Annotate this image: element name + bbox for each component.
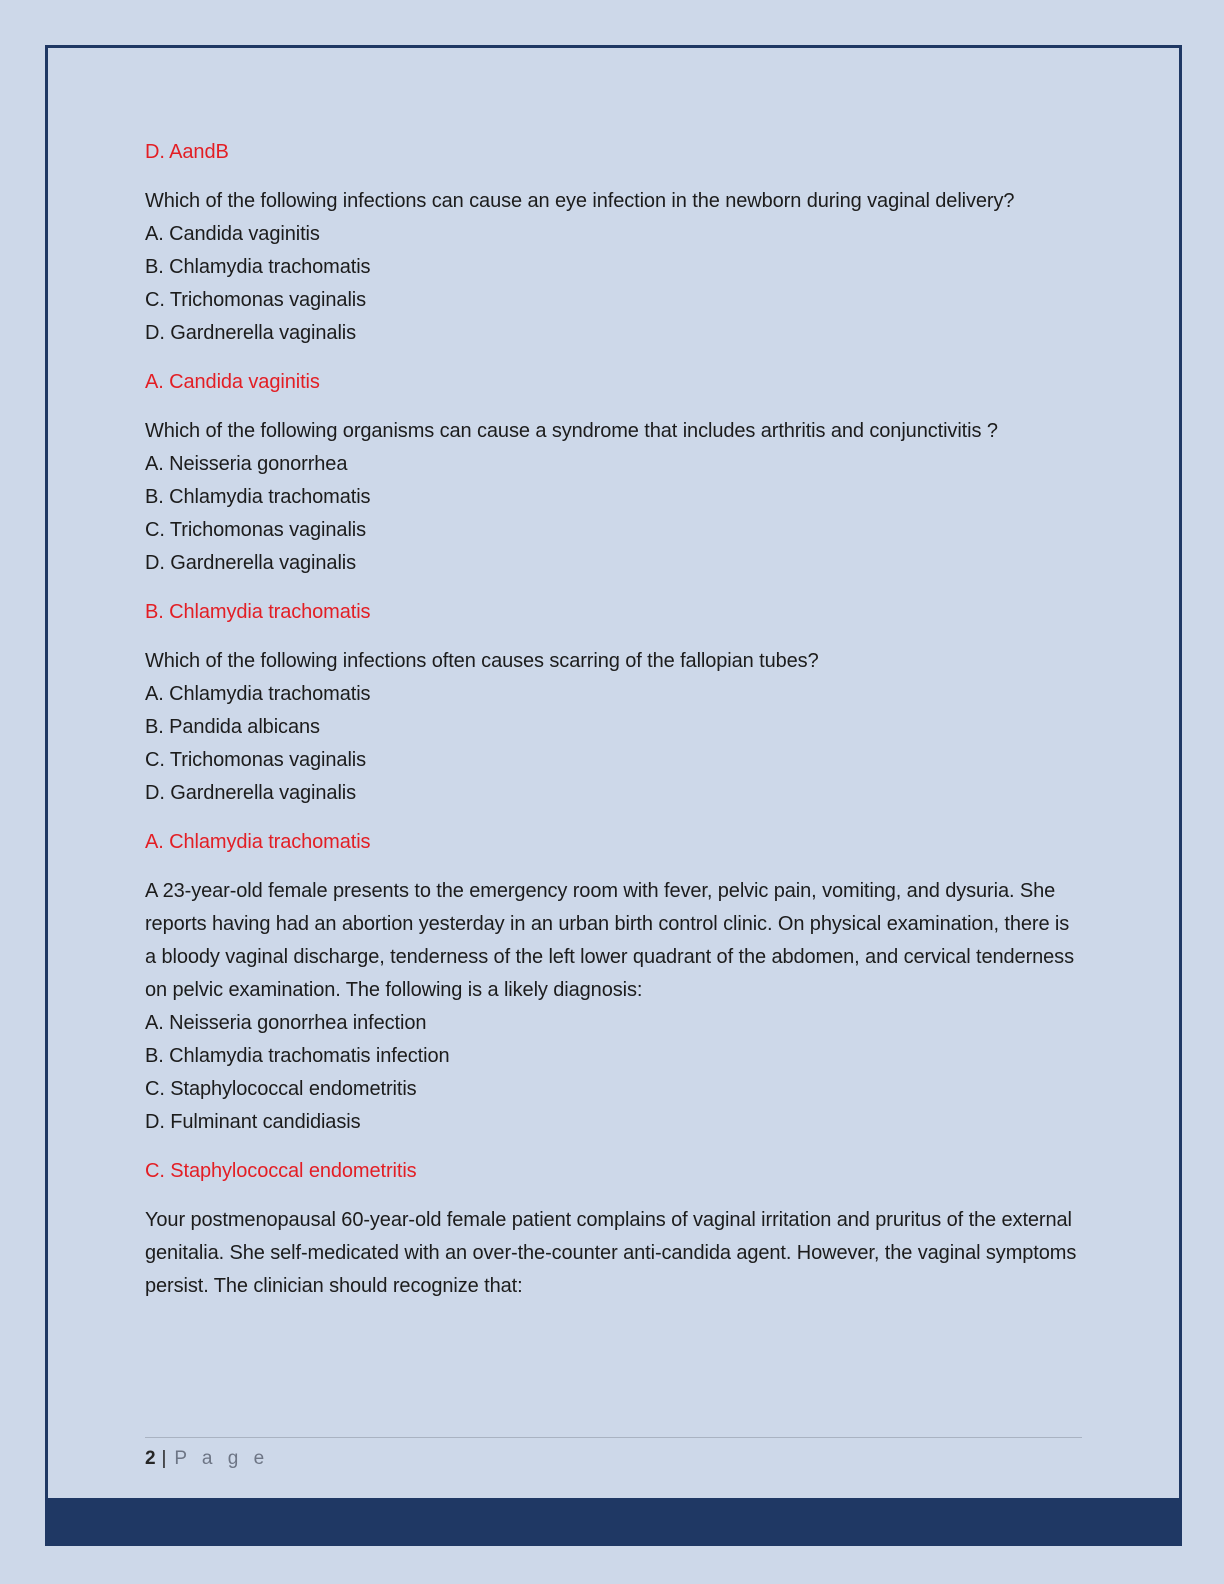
option-a: A. Neisseria gonorrhea infection bbox=[145, 1012, 427, 1034]
question-block-3 bbox=[145, 645, 1082, 810]
option-c: C. Trichomonas vaginalis bbox=[145, 519, 367, 541]
footer-divider bbox=[145, 1437, 1082, 1438]
answer-line-1: D. AandB bbox=[145, 141, 229, 163]
answer-line-4: A. Chlamydia trachomatis bbox=[145, 831, 371, 853]
page-content bbox=[48, 48, 1179, 1498]
option-b: B. Chlamydia trachomatis bbox=[145, 486, 371, 508]
option-d: D. Fulminant candidiasis bbox=[145, 1111, 361, 1133]
page-number: 2 bbox=[145, 1448, 156, 1469]
footer-separator: | bbox=[161, 1448, 167, 1469]
answer-line-5: C. Staphylococcal endometritis bbox=[145, 1160, 417, 1182]
footer-text bbox=[145, 1445, 1082, 1472]
answer-line-2: A. Candida vaginitis bbox=[145, 371, 320, 393]
option-c: C. Trichomonas vaginalis bbox=[145, 289, 367, 311]
question-block-5 bbox=[145, 1204, 1082, 1303]
page-border-bottom-bar bbox=[48, 1498, 1179, 1543]
question-text: Your postmenopausal 60-year-old female patient complains of vaginal irritation and pruritus of the external genitalia. She self-medicated with an over-the-counter anti-candida agent. However, the vaginal symptoms persist. The clinician should recognize that: bbox=[145, 1209, 1077, 1297]
option-a: A. Candida vaginitis bbox=[145, 223, 320, 245]
question-text: Which of the following infections often causes scarring of the fallopian tubes? bbox=[145, 650, 819, 672]
option-d: D. Gardnerella vaginalis bbox=[145, 552, 357, 574]
question-block-2 bbox=[145, 415, 1082, 580]
option-a: A. Chlamydia trachomatis bbox=[145, 683, 371, 705]
question-text: Which of the following organisms can cause a syndrome that includes arthritis and conjunctivitis ? bbox=[145, 420, 998, 442]
option-b: B. Pandida albicans bbox=[145, 716, 320, 738]
option-c: C. Trichomonas vaginalis bbox=[145, 749, 367, 771]
option-a: A. Neisseria gonorrhea bbox=[145, 453, 348, 475]
option-d: D. Gardnerella vaginalis bbox=[145, 322, 357, 344]
footer-label: P a g e bbox=[174, 1448, 270, 1469]
option-d: D. Gardnerella vaginalis bbox=[145, 782, 357, 804]
question-text: Which of the following infections can cause an eye infection in the newborn during vaginal delivery? bbox=[145, 190, 1015, 212]
question-block-1 bbox=[145, 185, 1082, 350]
page-footer bbox=[145, 1437, 1082, 1472]
answer-line-3: B. Chlamydia trachomatis bbox=[145, 601, 371, 623]
option-b: B. Chlamydia trachomatis infection bbox=[145, 1045, 450, 1067]
question-block-4 bbox=[145, 875, 1082, 1139]
option-b: B. Chlamydia trachomatis bbox=[145, 256, 371, 278]
option-c: C. Staphylococcal endometritis bbox=[145, 1078, 417, 1100]
page-border-frame bbox=[45, 45, 1182, 1546]
question-text: A 23-year-old female presents to the emergency room with fever, pelvic pain, vomiting, and dysuria. She reports having had an abortion yesterday in an urban birth control clinic. On physical examination, there is a bloody vaginal discharge, tenderness of the left lower quadrant of the abdomen, and cervical tenderness on pelvic examination. The following is a likely diagnosis: bbox=[145, 880, 1074, 1001]
